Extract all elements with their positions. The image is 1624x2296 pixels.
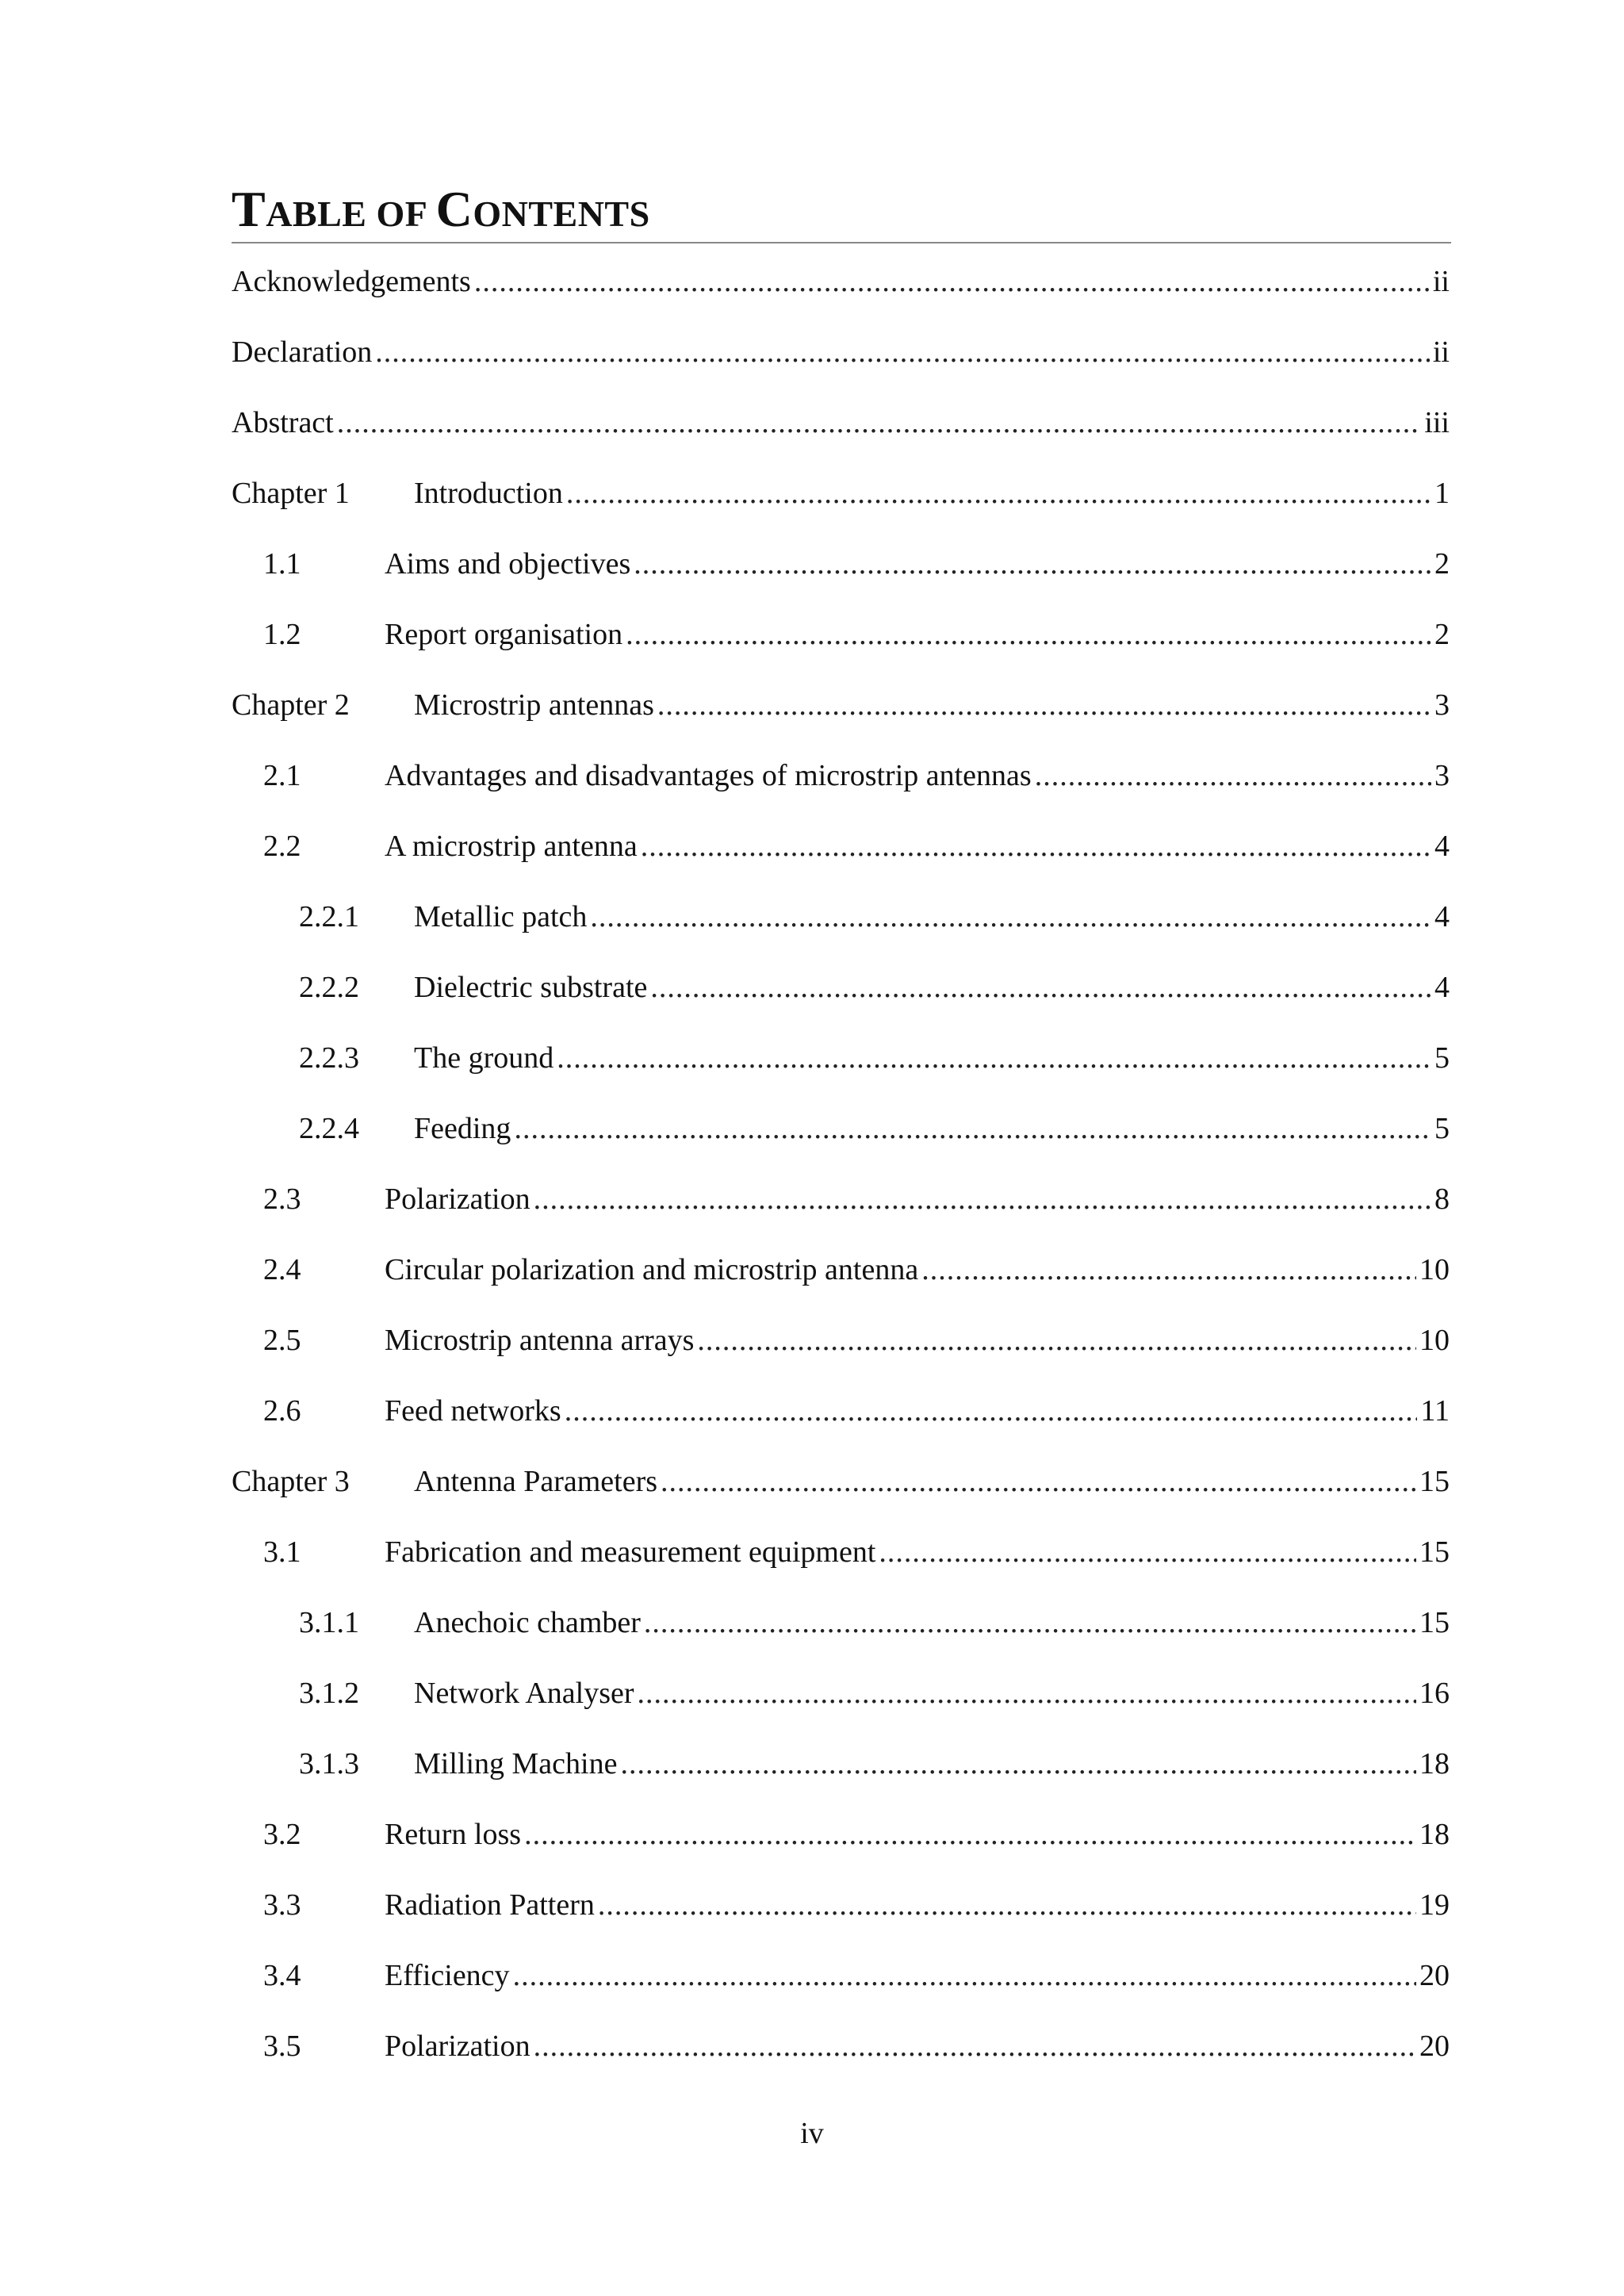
toc-entry-page[interactable]: 20 <box>1419 1959 1450 1992</box>
toc-entry-subsection[interactable] <box>232 1673 1450 1744</box>
toc-heading-rest-2: ONTENTS <box>473 194 650 234</box>
toc-dot-leader <box>598 1885 1416 1925</box>
toc-entry-title[interactable]: Circular polarization and microstrip antenna <box>385 1253 919 1286</box>
toc-list <box>232 262 1450 2097</box>
toc-dot-leader <box>474 262 1430 301</box>
toc-dot-leader <box>337 403 1422 443</box>
toc-entry-page[interactable]: 11 <box>1420 1394 1450 1428</box>
toc-entry-page[interactable]: ii <box>1432 265 1450 298</box>
toc-entry-page[interactable]: 10 <box>1419 1253 1450 1286</box>
toc-entry-subsection[interactable] <box>232 968 1450 1038</box>
toc-dot-leader <box>590 897 1431 937</box>
toc-dot-leader <box>638 1673 1416 1713</box>
toc-entry-page[interactable]: 10 <box>1419 1324 1450 1357</box>
toc-dot-leader <box>921 1250 1416 1290</box>
toc-entry-page[interactable]: 3 <box>1434 759 1450 792</box>
toc-heading-initial-2: C <box>435 181 473 237</box>
toc-dot-leader <box>524 1815 1416 1854</box>
toc-entry[interactable] <box>232 332 1450 403</box>
toc-dot-leader <box>879 1532 1416 1572</box>
toc-entry-number: 2.6 <box>263 1394 301 1428</box>
toc-entry-section[interactable] <box>232 1815 1450 1885</box>
toc-entry-number: 2.2.3 <box>299 1041 359 1075</box>
toc-entry-section[interactable] <box>232 826 1450 897</box>
toc-entry-subsection[interactable] <box>232 897 1450 968</box>
toc-entry-title[interactable]: Advantages and disadvantages of microstrip antennas <box>385 759 1032 792</box>
toc-entry-number: 3.5 <box>263 2030 301 2063</box>
toc-entry-subsection[interactable] <box>232 1038 1450 1109</box>
toc-entry-number: 3.3 <box>263 1888 301 1922</box>
toc-entry-section[interactable] <box>232 615 1450 685</box>
toc-entry-number: 2.5 <box>263 1324 301 1357</box>
toc-entry-number: Chapter 3 <box>232 1465 350 1498</box>
toc-entry-title[interactable]: Aims and objectives <box>385 547 631 581</box>
page-number: iv <box>800 2117 824 2150</box>
toc-entry-section[interactable] <box>232 1532 1450 1603</box>
toc-entry-page[interactable]: 8 <box>1434 1182 1450 1216</box>
toc-entry-subsection[interactable] <box>232 1744 1450 1815</box>
toc-entry-number: 2.2.4 <box>299 1112 359 1145</box>
toc-entry-page[interactable]: 2 <box>1434 618 1450 651</box>
toc-entry-section[interactable] <box>232 544 1450 615</box>
toc-dot-leader <box>565 1391 1418 1431</box>
toc-entry-title[interactable]: Radiation Pattern <box>385 1888 595 1922</box>
toc-dot-leader <box>534 1179 1431 1219</box>
toc-entry-page[interactable]: 19 <box>1419 1888 1450 1922</box>
toc-entry-number: Chapter 2 <box>232 688 350 722</box>
toc-entry-title[interactable]: Metallic patch <box>414 900 588 933</box>
toc-entry-title[interactable]: Efficiency <box>385 1959 510 1992</box>
toc-entry-number: 2.1 <box>263 759 301 792</box>
toc-entry-page[interactable]: 15 <box>1419 1606 1450 1639</box>
heading-underline-divider <box>232 242 1451 243</box>
toc-entry-page[interactable]: 20 <box>1419 2030 1450 2063</box>
toc-dot-leader <box>375 332 1430 372</box>
toc-entry-page[interactable]: 4 <box>1434 830 1450 863</box>
toc-entry-page[interactable]: 3 <box>1434 688 1450 722</box>
toc-entry-section[interactable] <box>232 1391 1450 1462</box>
toc-entry-title[interactable]: A microstrip antenna <box>385 830 638 863</box>
toc-entry-section[interactable] <box>232 756 1450 826</box>
toc-entry-title[interactable]: Abstract <box>232 406 334 439</box>
toc-dot-leader <box>534 2026 1416 2066</box>
toc-entry-section[interactable] <box>232 1320 1450 1391</box>
toc-dot-leader <box>557 1038 1431 1078</box>
toc-entry-page[interactable]: 18 <box>1419 1818 1450 1851</box>
toc-dot-leader <box>641 826 1431 866</box>
toc-entry-title[interactable]: Polarization <box>385 1182 530 1216</box>
toc-dot-leader <box>513 1956 1416 1995</box>
toc-entry-section[interactable] <box>232 1885 1450 1956</box>
toc-entry-number: 3.1.1 <box>299 1606 359 1639</box>
toc-entry-section[interactable] <box>232 1179 1450 1250</box>
toc-entry-number: 3.1.2 <box>299 1677 359 1710</box>
toc-entry-chapter[interactable] <box>232 473 1450 544</box>
toc-entry-subsection[interactable] <box>232 1603 1450 1673</box>
toc-entry-title[interactable]: Declaration <box>232 335 373 369</box>
toc-entry-title[interactable]: Polarization <box>385 2030 530 2063</box>
toc-dot-leader <box>566 473 1431 513</box>
toc-entry-page[interactable]: 15 <box>1419 1465 1450 1498</box>
toc-entry-number: 3.1 <box>263 1535 301 1569</box>
toc-entry-title[interactable]: Microstrip antennas <box>414 688 654 722</box>
toc-dot-leader <box>514 1109 1431 1148</box>
toc-entry[interactable] <box>232 262 1450 332</box>
toc-entry-number: 2.2 <box>263 830 301 863</box>
toc-entry-chapter[interactable] <box>232 1462 1450 1532</box>
toc-entry-chapter[interactable] <box>232 685 1450 756</box>
toc-entry-title[interactable]: The ground <box>414 1041 554 1075</box>
toc-entry-page[interactable]: iii <box>1424 406 1450 439</box>
toc-entry-title[interactable]: Acknowledgements <box>232 265 471 298</box>
toc-entry-number: 2.3 <box>263 1182 301 1216</box>
toc-entry-page[interactable]: 4 <box>1434 971 1450 1004</box>
toc-entry-number: 3.2 <box>263 1818 301 1851</box>
toc-entry-number: 3.4 <box>263 1959 301 1992</box>
toc-dot-leader <box>620 1744 1416 1784</box>
toc-entry-page[interactable]: 4 <box>1434 900 1450 933</box>
toc-entry-title[interactable]: Fabrication and measurement equipment <box>385 1535 876 1569</box>
toc-entry-page[interactable]: 5 <box>1434 1041 1450 1075</box>
toc-dot-leader <box>661 1462 1416 1501</box>
toc-dot-leader <box>650 968 1431 1007</box>
toc-entry[interactable] <box>232 403 1450 473</box>
toc-dot-leader <box>657 685 1431 725</box>
toc-entry-title[interactable]: Network Analyser <box>414 1677 634 1710</box>
toc-entry-section[interactable] <box>232 2026 1450 2097</box>
toc-entry-title[interactable]: Microstrip antenna arrays <box>385 1324 695 1357</box>
toc-entry-number: 3.1.3 <box>299 1747 359 1780</box>
toc-entry-title[interactable]: Report organisation <box>385 618 623 651</box>
toc-entry-number: 2.2.2 <box>299 971 359 1004</box>
toc-entry-page[interactable]: 18 <box>1419 1747 1450 1780</box>
toc-entry-title[interactable]: Introduction <box>414 477 563 510</box>
toc-entry-page[interactable]: 1 <box>1434 477 1450 510</box>
toc-entry-section[interactable] <box>232 1956 1450 2026</box>
toc-entry-section[interactable] <box>232 1250 1450 1320</box>
toc-entry-title[interactable]: Dielectric substrate <box>414 971 648 1004</box>
toc-entry-page[interactable]: 5 <box>1434 1112 1450 1145</box>
toc-entry-number: 2.2.1 <box>299 900 359 933</box>
toc-entry-number: 1.1 <box>263 547 301 581</box>
toc-dot-leader <box>634 544 1431 584</box>
toc-entry-number: Chapter 1 <box>232 477 350 510</box>
toc-dot-leader <box>626 615 1431 654</box>
toc-dot-leader <box>697 1320 1416 1360</box>
toc-dot-leader <box>644 1603 1416 1642</box>
toc-entry-title[interactable]: Feed networks <box>385 1394 561 1428</box>
toc-entry-title[interactable]: Milling Machine <box>414 1747 618 1780</box>
toc-entry-number: 1.2 <box>263 618 301 651</box>
toc-entry-title[interactable]: Antenna Parameters <box>414 1465 658 1498</box>
toc-entry-page[interactable]: 15 <box>1419 1535 1450 1569</box>
toc-entry-title[interactable]: Feeding <box>414 1112 511 1145</box>
toc-heading <box>232 181 650 237</box>
toc-entry-title[interactable]: Return loss <box>385 1818 522 1851</box>
toc-heading-rest-1: ABLE OF <box>266 194 436 234</box>
toc-heading-initial-1: T <box>232 181 266 237</box>
toc-entry-subsection[interactable] <box>232 1109 1450 1179</box>
toc-entry-title[interactable]: Anechoic chamber <box>414 1606 641 1639</box>
toc-entry-number: 2.4 <box>263 1253 301 1286</box>
toc-entry-page[interactable]: ii <box>1432 335 1450 369</box>
toc-entry-page[interactable]: 16 <box>1419 1677 1450 1710</box>
toc-dot-leader <box>1035 756 1431 795</box>
toc-entry-page[interactable]: 2 <box>1434 547 1450 581</box>
